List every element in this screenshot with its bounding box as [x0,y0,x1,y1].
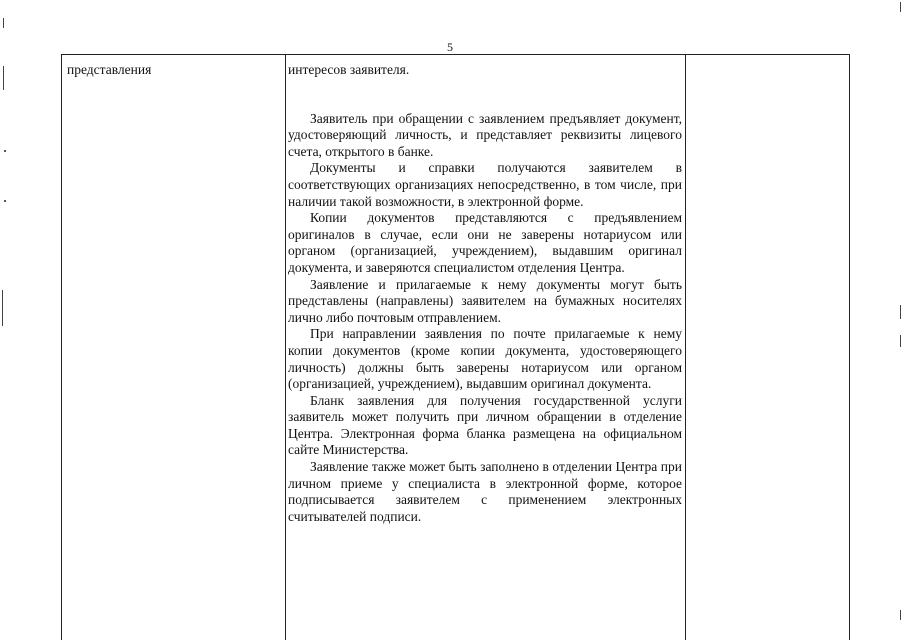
table-right-border [849,54,850,640]
lead-line: интересов заявителя. [288,62,410,77]
scan-edge-mark [4,150,6,152]
paragraph: При направлении заявления по почте прилагаемые к нему копии документов (кроме копии документа, удостоверяющего личность) должны быть заверены нотариусом или органом (организацией, учреждением), выдавшим оригинал документа. [288,326,682,392]
scan-edge-mark [900,2,901,12]
label-cell: представления [67,62,152,77]
table-top-border [61,54,850,55]
content-cell [288,62,682,525]
paragraph: Заявление также может быть заполнено в отделении Центра при личном приеме у специалиста в электронной форме, которое подписывается заявителем с применением электронных считывателей подписи. [288,459,682,524]
scan-edge-mark [4,200,6,202]
column-divider-2 [685,54,686,640]
scan-edge-mark [2,290,3,326]
paragraph: Бланк заявления для получения государственной услуги заявитель может получить при личном обращении в отделение Центра. Электронная форма бланка размещена на официальном сайте Министерства. [288,392,682,458]
scan-edge-mark [900,305,901,319]
paragraph: Заявитель при обращении с заявлением предъявляет документ, удостоверяющий личность, и представляет реквизиты лицевого счета, открытого в банке. [288,110,682,159]
paragraph: Заявление и прилагаемые к нему документы могут быть представлены (направлены) заявителем на бумажных носителях лично либо почтовым отправлением. [288,276,682,325]
table-left-border [61,54,62,640]
scan-edge-mark [900,335,901,347]
scan-edge-mark [3,66,4,90]
document-table [61,54,850,640]
paragraph: Документы и справки получаются заявителем в соответствующих организациях непосредственно, в том числе, при наличии такой возможности, в электронной форме. [288,160,682,209]
column-divider-1 [285,54,286,640]
paragraph: Копии документов представляются с предъявлением оригиналов в случае, если они не заверены нотариусом или органом (организацией, учреждением), выдавшим оригинал документа, и заверяются специалистом отделения Центра. [288,210,682,275]
scan-edge-mark [900,610,901,620]
page-number: 5 [447,40,453,54]
scan-edge-mark [3,18,4,28]
